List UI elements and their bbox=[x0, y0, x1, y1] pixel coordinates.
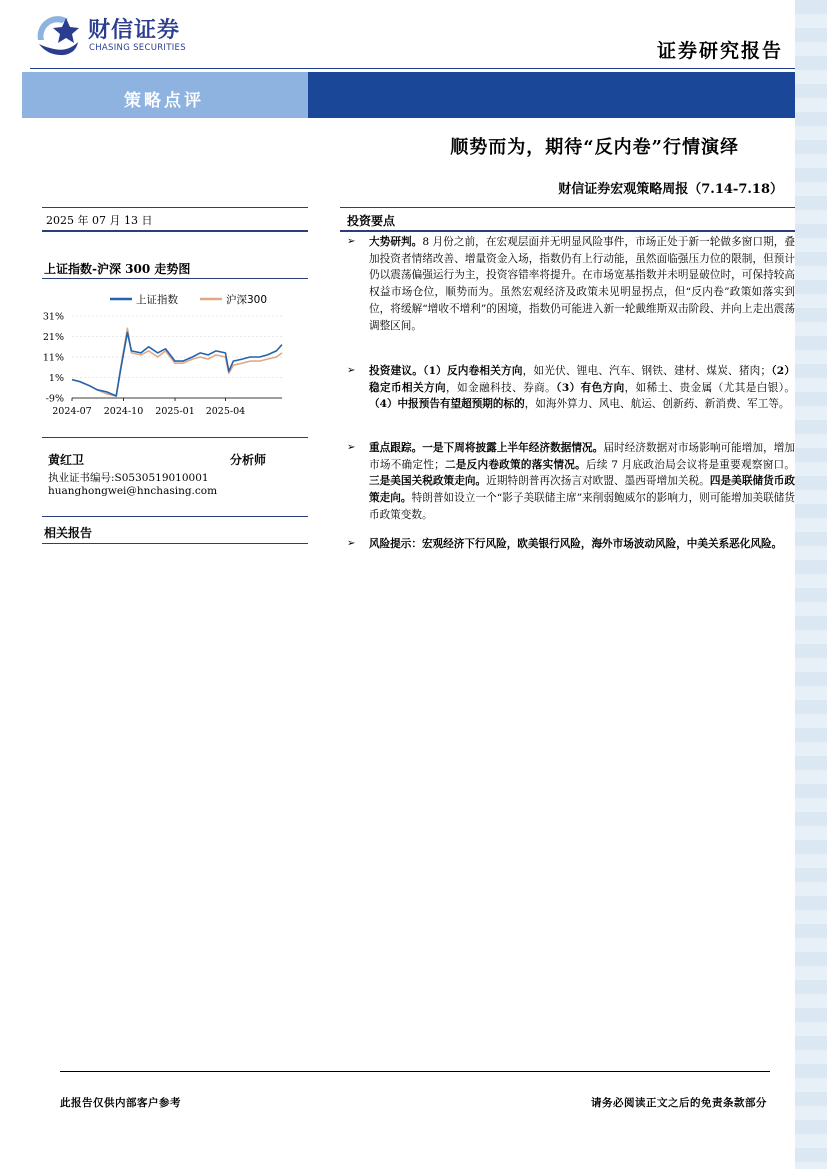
report-date: 2025 年 07 月 13 日 bbox=[46, 214, 153, 227]
y-tick-label: 11% bbox=[42, 352, 64, 364]
arrow-bullet-icon: ➢ bbox=[347, 442, 356, 453]
analyst-cert: 执业证书编号:S0530519010001 bbox=[48, 472, 209, 484]
related-reports-title: 相关报告 bbox=[44, 526, 93, 540]
page-side-stripe bbox=[795, 0, 827, 1169]
index-trend-chart bbox=[40, 288, 296, 420]
bullet-emphasis: （4）中报预告有望超预期的标的 bbox=[369, 398, 525, 411]
arrow-bullet-icon: ➢ bbox=[347, 236, 356, 247]
analyst-name: 黄红卫 bbox=[48, 453, 85, 467]
footer-divider bbox=[60, 1071, 770, 1072]
bullet-text: ，如海外算力、风电、航运、创新药、新消费、军工等。 bbox=[524, 398, 790, 411]
bullet-text: 近期特朗普再次扬言对欧盟、墨西哥增加关税。 bbox=[486, 475, 710, 488]
summary-divider bbox=[340, 207, 795, 208]
company-logo-icon bbox=[34, 12, 80, 58]
brand-name-en: CHASING SECURITIES bbox=[89, 43, 186, 53]
bullet-emphasis: 二是反内卷政策的落实情况。 bbox=[444, 458, 586, 471]
sidebar-divider bbox=[42, 437, 308, 438]
sidebar-divider bbox=[42, 278, 308, 279]
summary-bullet-suggestion bbox=[347, 363, 795, 413]
y-tick-label: 21% bbox=[42, 332, 64, 343]
arrow-bullet-icon: ➢ bbox=[347, 538, 356, 549]
sidebar-divider bbox=[42, 543, 308, 544]
analyst-role: 分析师 bbox=[230, 453, 267, 467]
y-tick-label: 1% bbox=[48, 373, 64, 384]
bullet-text: ，如光伏、锂电、汽车、钢铁、建材、煤炭、猪肉； bbox=[522, 365, 772, 377]
summary-bullet-outlook bbox=[347, 234, 795, 334]
x-tick-label: 2025-01 bbox=[155, 406, 195, 417]
header-divider bbox=[30, 68, 795, 69]
report-type: 证券研究报告 bbox=[656, 40, 783, 62]
sidebar-divider bbox=[42, 230, 308, 232]
arrow-bullet-icon: ➢ bbox=[347, 365, 356, 376]
analyst-email[interactable]: huanghongwei@hnchasing.com bbox=[48, 485, 218, 497]
legend-label: 上证指数 bbox=[136, 294, 178, 306]
bullet-emphasis: （3）有色方向 bbox=[556, 381, 625, 394]
report-subtitle: 财信证券宏观策略周报（7.14-7.18） bbox=[558, 182, 783, 197]
summary-bullet-tracking bbox=[347, 440, 795, 524]
bullet-emphasis: 三是美国关税政策走向。 bbox=[369, 475, 487, 488]
bullet-text: 后续 7 月底政治局会议将是重要观察窗口。 bbox=[585, 458, 795, 471]
section-banner-dark bbox=[308, 72, 795, 118]
footer-note: 此报告仅供内部客户参考 bbox=[60, 1097, 181, 1109]
bullet-text: 特朗普如设立一个“影子美联储主席”来削弱鲍威尔的影响力，则可能增加美联储货币政策变数。 bbox=[369, 492, 795, 521]
bullet-text: ，如金融科技、券商。 bbox=[446, 381, 557, 394]
sidebar-divider bbox=[42, 207, 308, 208]
bullet-lead: 大势研判。 bbox=[369, 236, 423, 248]
y-tick-label: -9% bbox=[45, 393, 64, 405]
x-tick-label: 2024-10 bbox=[103, 406, 144, 417]
summary-section-title: 投资要点 bbox=[347, 214, 396, 228]
summary-bullet-risk bbox=[347, 534, 795, 554]
chart-section-title: 上证指数-沪深 300 走势图 bbox=[44, 262, 191, 276]
bullet-lead: 投资建议。（1）反内卷相关方向 bbox=[369, 365, 523, 377]
footer-disclaimer: 请务必阅读正文之后的免责条款部分 bbox=[591, 1097, 767, 1109]
bullet-text: ，如稀土、贵金属（尤其是白银）。 bbox=[624, 381, 796, 394]
section-banner-label: 策略点评 bbox=[124, 91, 204, 111]
bullet-text: 8 月份之前，在宏观层面并无明显风险事件，市场正处于新一轮做多窗口期，叠加投资者情绪改善、增量资金入场，指数仍有上行动能，虽然面临强压力位的限制，但预计仍以震荡偏强运行为主，投资容错率将提升。在市场宽基指数并未明显破位时，可保持较高权益市场仓位，顺势而为。虽然宏观经济及政策未见明显拐点，但“反内卷”政策如落实到位，将缓解“增收不增利”的困境，指数仍可能进入新一轮戴维斯双击阶段、并向上走出震荡调整区间。 bbox=[369, 236, 796, 332]
x-tick-label: 2024-07 bbox=[52, 406, 92, 417]
x-tick-label: 2025-04 bbox=[205, 406, 246, 417]
risk-warning-text: 风险提示：宏观经济下行风险，欧美银行风险，海外市场波动风险，中美关系恶化风险。 bbox=[369, 538, 783, 550]
series-line-2 bbox=[72, 328, 282, 396]
legend-label: 沪深300 bbox=[226, 294, 268, 306]
summary-divider bbox=[340, 230, 795, 232]
report-title: 顺势而为，期待“反内卷”行情演绎 bbox=[450, 137, 739, 158]
bullet-emphasis: 四是美联储货币政策走向。 bbox=[369, 475, 796, 505]
bullet-lead: 重点跟踪。一是下周将披露上半年经济数据情况。 bbox=[369, 442, 604, 454]
y-tick-label: 31% bbox=[42, 311, 64, 323]
series-line-1 bbox=[72, 332, 282, 396]
bullet-emphasis: （2）稳定币相关方向 bbox=[369, 365, 795, 394]
brand-name-cn: 财信证券 bbox=[88, 18, 181, 43]
sidebar-divider bbox=[42, 516, 308, 517]
bullet-text: 届时经济数据对市场影响可能增加，增加市场不确定性； bbox=[369, 442, 796, 471]
